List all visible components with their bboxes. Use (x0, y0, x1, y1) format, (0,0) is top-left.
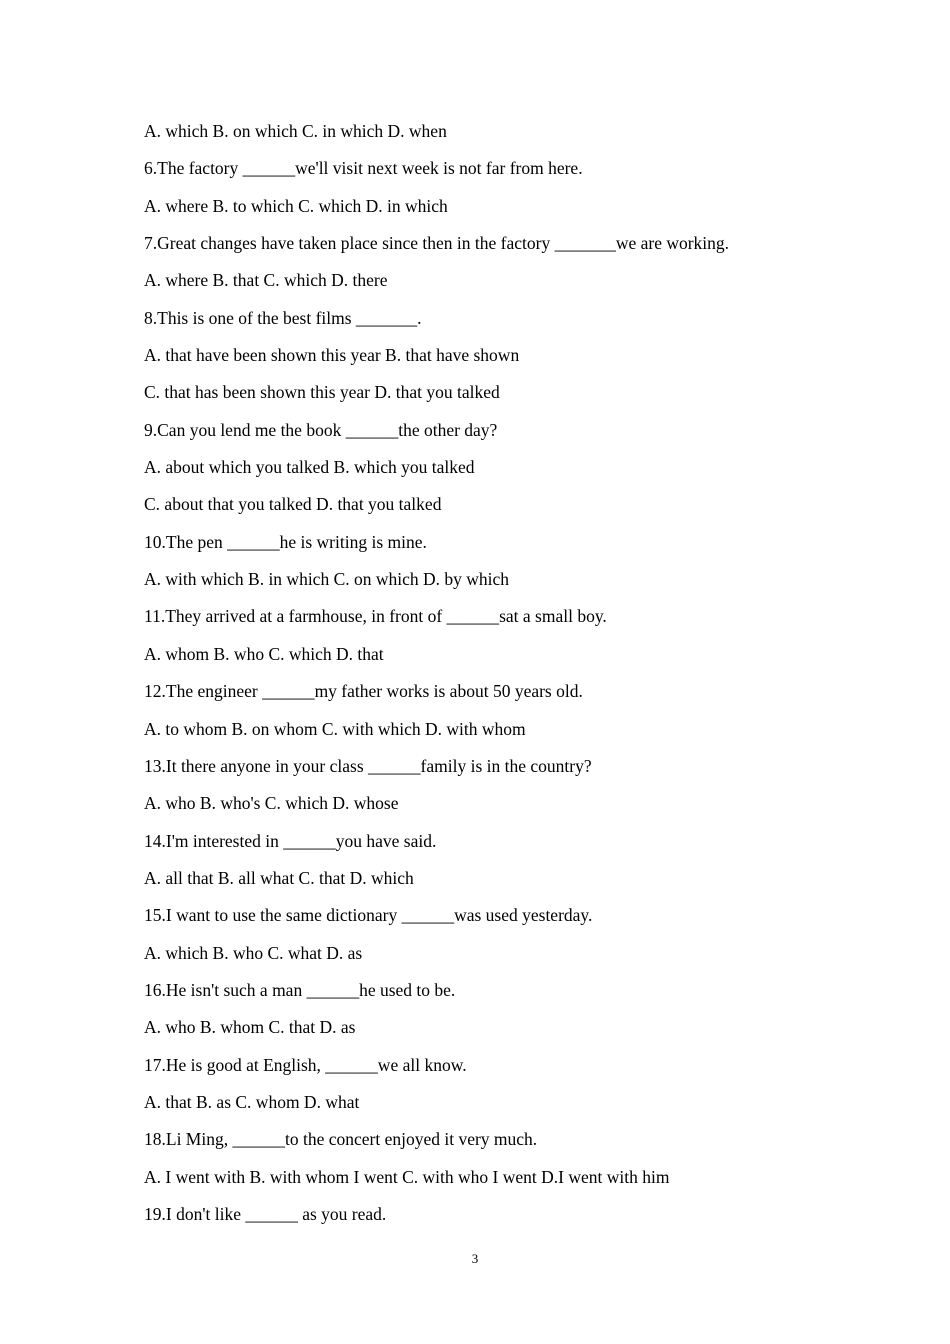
text-line: A. that B. as C. whom D. what (144, 1091, 360, 1112)
question-list (144, 113, 824, 1233)
text-line: A. which B. who C. what D. as (144, 942, 363, 963)
text-line: A. that have been shown this year B. that have shown (144, 345, 520, 366)
text-line: C. that has been shown this year D. that you talked (144, 382, 500, 403)
text-line: C. about that you talked D. that you talked (144, 494, 442, 515)
text-line: A. where B. that C. which D. there (144, 270, 388, 291)
text-line: 11.They arrived at a farmhouse, in front of ______sat a small boy. (144, 606, 607, 627)
text-line: A. all that B. all what C. that D. which (144, 867, 414, 888)
text-line: 15.I want to use the same dictionary ______was used yesterday. (144, 905, 593, 926)
text-line: 7.Great changes have taken place since then in the factory _______we are working. (144, 233, 730, 254)
text-line: 8.This is one of the best films _______. (144, 307, 422, 328)
text-line: A. with which B. in which C. on which D. by which (144, 569, 510, 590)
text-line: A. whom B. who C. which D. that (144, 643, 384, 664)
text-line: A. who B. who's C. which D. whose (144, 793, 399, 814)
text-line: A. to whom B. on whom C. with which D. with whom (144, 718, 526, 739)
text-line: 9.Can you lend me the book ______the other day? (144, 419, 498, 440)
text-line: 12.The engineer ______my father works is about 50 years old. (144, 681, 583, 702)
text-line: A. I went with B. with whom I went C. with who I went D.I went with him (144, 1166, 670, 1187)
text-line: A. which B. on which C. in which D. when (144, 121, 447, 141)
text-line: 10.The pen ______he is writing is mine. (144, 531, 427, 552)
text-line: 16.He isn't such a man ______he used to be. (144, 979, 456, 1000)
text-line: A. where B. to which C. which D. in which (144, 195, 448, 216)
text-line: 18.Li Ming, ______to the concert enjoyed it very much. (144, 1129, 538, 1150)
text-line: A. who B. whom C. that D. as (144, 1017, 356, 1038)
page-number: 3 (471, 1251, 479, 1266)
text-line: 19.I don't like ______ as you read. (144, 1203, 387, 1224)
text-line: 6.The factory ______we'll visit next week is not far from here. (144, 158, 583, 179)
text-line: 13.It there anyone in your class ______family is in the country? (144, 755, 592, 776)
text-line: 14.I'm interested in ______you have said. (144, 830, 437, 851)
text-line: 17.He is good at English, ______we all know. (144, 1054, 467, 1075)
text-line: A. about which you talked B. which you talked (144, 457, 475, 478)
